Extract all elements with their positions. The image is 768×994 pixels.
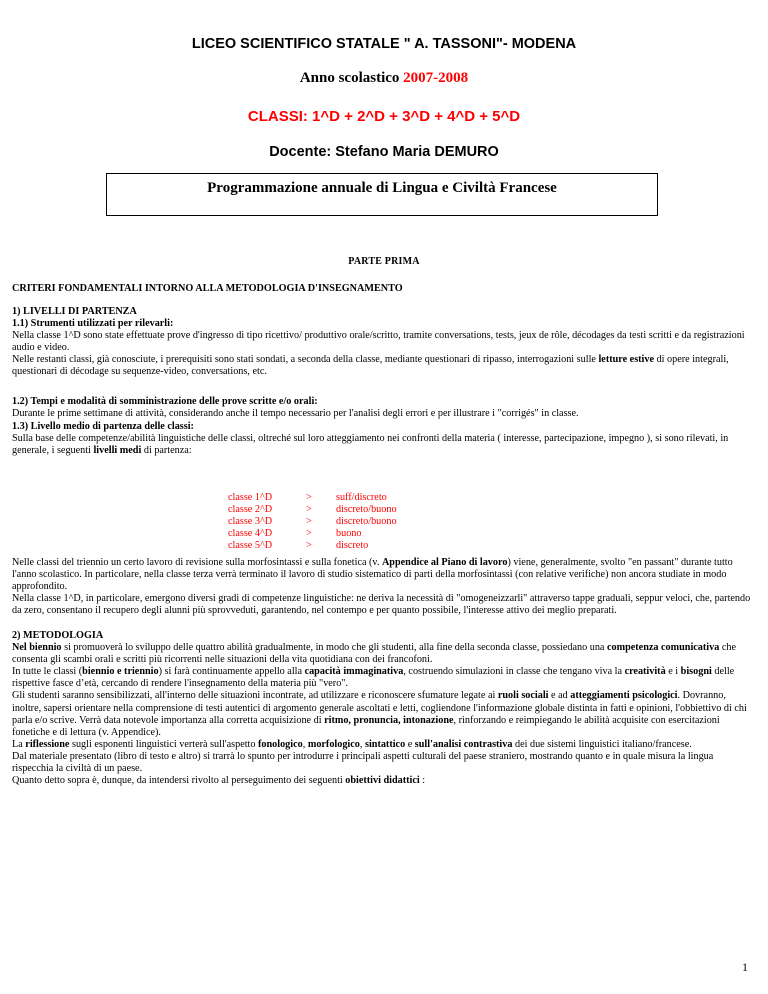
paragraph: In tutte le classi (biennio e triennio) si farà continuamente appello alla capacità immaginativa, costruendo simulazioni in classe che tengano viva la creatività e i bisogni delle rispettive fasce d’età, cercando di rendere l'insegnamento della materia più "vero".: [12, 666, 735, 690]
levels-table: [228, 492, 397, 552]
teacher-line: Docente: Stefano Maria DEMURO: [269, 144, 499, 160]
school-title: LICEO SCIENTIFICO STATALE " A. TASSONI"- MODENA: [191, 36, 577, 52]
paragraph: Quanto detto sopra è, dunque, da intendersi rivolto al perseguimento dei seguenti obiettivi didattici :: [12, 775, 426, 787]
classes-line: CLASSI: 1^D + 2^D + 3^D + 4^D + 5^D: [247, 108, 521, 125]
subsection-heading: 1.3) Livello medio di partenza delle classi:: [12, 421, 194, 432]
paragraph: Durante le prime settimane di attività, considerando anche il tempo necessario per l'analisi degli errori e per illustrare i "corrigés" in classe.: [12, 408, 579, 420]
paragraph: Nella classe 1^D sono state effettuate prove d'ingresso di tipo ricettivo/ produttivo orale/scritto, tramite conversations, tests, jeux de rôle, décodages da testi scritti e da registrazioni audio e video.: [12, 330, 745, 354]
subsection-heading: 1.1) Strumenti utilizzati per rilevarli:: [12, 318, 174, 330]
subsection-heading: 1.2) Tempi e modalità di somministrazione delle prove scritte e/o orali:: [12, 396, 318, 407]
levels-row: classe 4^D > buono: [228, 528, 362, 540]
school-year: [0, 70, 768, 87]
paragraph: Gli studenti saranno sensibilizzati, all'interno delle situazioni incontrate, ad utilizzare e riconoscere sfumature legate ai ruoli sociali e ad atteggiamenti psicologici. Dovranno, inoltre, sapersi orientare nella comprensione di testi autentici di argomento generale ascoltati e letti, cogliendone l'informazione globale distinta in fatti e opinioni, l'obbiettivo di chi parla e/o scrive. Verrà data notevole importanza alla corretta acquisizione di ritmo, pronuncia, intonazione, rinforzando e reimpiegando le abilità acquisite con esercitazioni fonetiche e di lettura (v. Appendice).: [12, 690, 747, 738]
levels-row: classe 1^D > suff/discreto: [228, 492, 387, 503]
section-triennio: [12, 557, 756, 617]
levels-row: classe 2^D > discreto/buono: [228, 504, 397, 516]
section-starting-levels: [12, 306, 756, 379]
paragraph: Nelle restanti classi, già conosciute, i prerequisiti sono stati sondati, a seconda della classe, mediante questionari di ripasso, interrogazioni sulle letture estive di opere integrali, questionari di décodage su sequenze-video, conversations, etc.: [12, 354, 729, 378]
page-number: 1: [742, 960, 748, 974]
levels-row: classe 3^D > discreto/buono: [228, 516, 397, 528]
paragraph: Sulla base delle competenze/abilità linguistiche delle classi, oltreché sul loro atteggiamento nei confronti della materia ( interesse, partecipazione, impegno ), si sono rilevati, in generale, i seguenti livelli medi di partenza:: [12, 433, 729, 457]
section-heading: 2) METODOLOGIA: [12, 630, 104, 641]
section-methodology: [12, 630, 756, 787]
paragraph: La riflessione sugli esponenti linguistici verterà sull'aspetto fonologico, morfologico, sintattico e sull'analisi contrastiva dei due sistemi linguistici italiano/francese.: [12, 738, 692, 750]
paragraph: Nel biennio si promuoverà lo sviluppo delle quattro abilità gradualmente, in modo che gli studenti, alla fine della seconda classe, possiedano una competenza comunicativa che consenta gli scambi orali e scritti più ricorrenti nelle situazioni della vita quotidiana con dei francofoni.: [12, 642, 736, 666]
program-title: Programmazione annuale di Lingua e Civiltà Francese: [207, 180, 557, 196]
section-timing: [12, 396, 756, 420]
paragraph: Nella classe 1^D, in particolare, emergono diversi gradi di competenze linguistiche: ne deriva la necessità di "omogeneizzarli" attraverso tappe graduali, seppur veloci, che, partendo da zero, consentano il recupero degli alunni più sprovveduti, garantendo, nel contempo e per quanto possibile, l'interesse attivo dei meglio preparati.: [12, 593, 751, 617]
part-title: PARTE PRIMA: [348, 256, 420, 267]
section-heading: 1) LIVELLI DI PARTENZA: [12, 306, 137, 317]
paragraph: Dal materiale presentato (libro di testo e altro) si trarrà lo spunto per introdurre i principali aspetti culturali del paese straniero, mostrando quanto e in quale misura la lingua rispecchia la civiltà di un paese.: [12, 750, 714, 775]
levels-row: classe 5^D > discreto: [228, 540, 369, 552]
section-average-level: [12, 421, 756, 457]
paragraph: Nelle classi del triennio un certo lavoro di revisione sulla morfosintassi e sulla fonetica (v. Appendice al Piano di lavoro) viene, generalmente, svolto "en passant" durante tutto l'anno scolastico. In particolare, nella classe terza verrà terminato il lavoro di studio sistematico di parti della morfosintassi (con relative verifiche) non ancora studiate in modo approfondito.: [12, 557, 733, 593]
criteria-title: CRITERI FONDAMENTALI INTORNO ALLA METODOLOGIA D'INSEGNAMENTO: [12, 283, 403, 294]
school-year-label: Anno scolastico: [299, 70, 404, 86]
school-year-value: 2007-2008: [403, 70, 469, 86]
